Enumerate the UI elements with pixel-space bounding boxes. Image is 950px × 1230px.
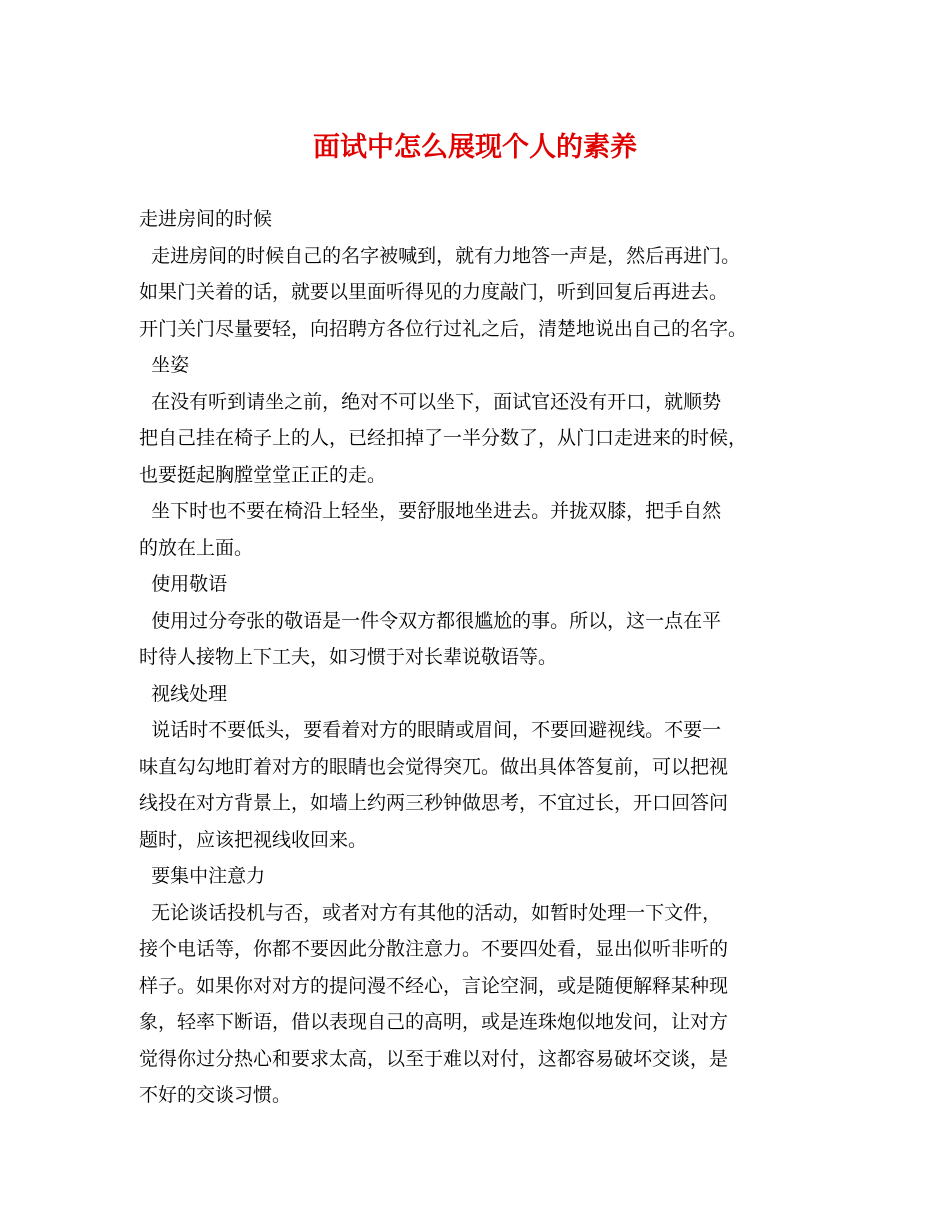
section-heading: 要集中注意力 — [139, 865, 266, 887]
text-line: 在没有听到请坐之前，绝对不可以坐下，面试官还没有开口，就顺势 — [139, 390, 722, 413]
section-heading: 坐姿 — [139, 354, 190, 376]
text-line: 使用过分夸张的敬语是一件令双方都很尴尬的事。所以，这一点在平 — [139, 609, 722, 632]
text-line: 无论谈话投机与否，或者对方有其他的活动，如暂时处理一下文件， — [139, 901, 722, 924]
text-line: 味直勾勾地盯着对方的眼睛也会觉得突兀。做出具体答复前，可以把视 — [139, 755, 729, 778]
text-line: 接个电话等，你都不要因此分散注意力。不要四处看，显出似听非听的 — [139, 938, 729, 960]
text-line: 说话时不要低头，要看着对方的眼睛或眉间，不要回避视线。不要一 — [139, 719, 722, 741]
text-line: 题时，应该把视线收回来。 — [139, 828, 368, 851]
text-line: 的放在上面。 — [139, 536, 254, 559]
text-line: 走进房间的时候 — [139, 208, 273, 230]
text-line: 不好的交谈习惯。 — [139, 1084, 292, 1106]
text-line: 线投在对方背景上，如墙上约两三秒钟做思考，不宜过长，开口回答问 — [139, 792, 729, 814]
text-line: 样子。如果你对对方的提问漫不经心，言论空洞，或是随便解释某种现 — [139, 974, 729, 997]
text-line: 觉得你过分热心和要求太高，以至于难以对付，这都容易破坏交谈，是 — [139, 1047, 729, 1070]
text-line: 如果门关着的话，就要以里面听得见的力度敲门，听到回复后再进去。 — [139, 281, 729, 303]
section-heading: 视线处理 — [139, 682, 228, 705]
text-line: 象，轻率下断语，借以表现自己的高明，或是连珠炮似地发问，让对方 — [139, 1011, 729, 1033]
document-title: 面试中怎么展现个人的素养 — [313, 132, 637, 163]
text-line: 把自己挂在椅子上的人，已经扣掉了一半分数了，从门口走进来的时候， — [139, 427, 748, 449]
text-line: 开门关门尽量要轻，向招聘方各位行过礼之后，清楚地说出自己的名字。 — [139, 317, 748, 340]
text-line: 也要挺起胸膛堂堂正正的走。 — [139, 463, 387, 486]
text-line: 走进房间的时候自己的名字被喊到，就有力地答一声是，然后再进门。 — [139, 244, 741, 267]
section-heading: 使用敬语 — [139, 573, 228, 595]
text-line: 坐下时也不要在椅沿上轻坐，要舒服地坐进去。并拢双膝，把手自然 — [139, 500, 722, 522]
document-body — [139, 201, 819, 1114]
text-line: 时待人接物上下工夫，如习惯于对长辈说敬语等。 — [139, 646, 558, 668]
